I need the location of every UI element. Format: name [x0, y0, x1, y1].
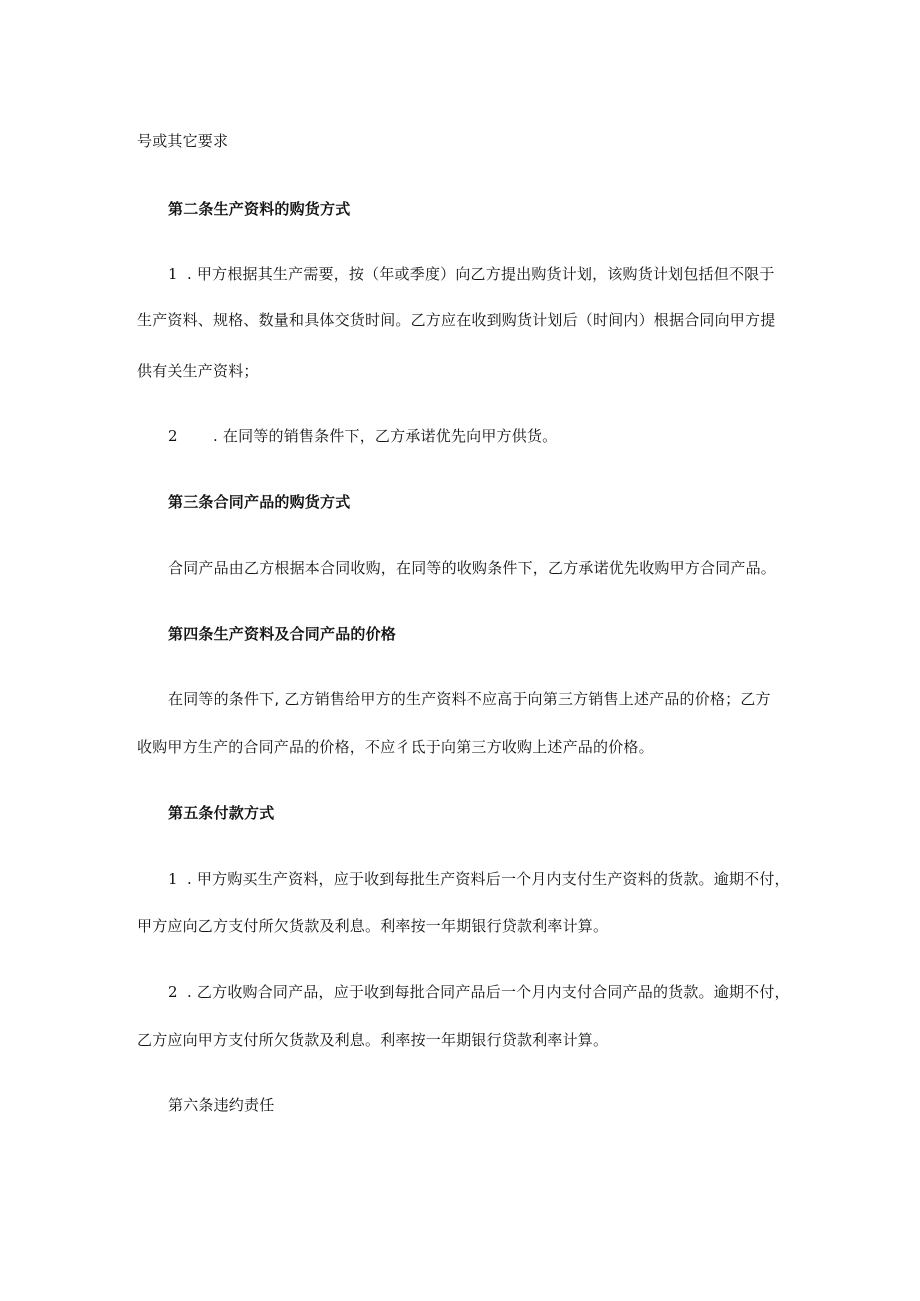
section-heading: 第四条生产资料及合同产品的价格 [168, 625, 397, 643]
paragraph-line: . 甲方购买生产资料，应于收到每批生产资料后一个月内支付生产资料的货款。逾期不付， [187, 870, 790, 888]
list-number: 1 [168, 265, 178, 283]
list-number: 1 [168, 870, 178, 888]
list-number: 2 [168, 427, 178, 445]
paragraph-line: . 乙方收购合同产品，应于收到每批合同产品后一个月内支付合同产品的货款。逾期不付， [187, 983, 790, 1001]
paragraph-line: 生产资料、规格、数量和具体交货时间。乙方应在收到购货计划后（时间内）根据合同向甲方提 [137, 311, 776, 329]
paragraph-line: 合同产品由乙方根据本合同收购，在同等的收购条件下，乙方承诺优先收购甲方合同产品。 [168, 559, 777, 577]
list-number: 2 [168, 983, 178, 1001]
paragraph-line: . 甲方根据其生产需要，按（年或季度）向乙方提出购货计划，该购货计划包括但不限于 [187, 265, 775, 283]
section-heading: 第六条违约责任 [168, 1096, 275, 1114]
section-heading: 第五条付款方式 [168, 804, 275, 822]
section-heading: 第二条生产资料的购货方式 [168, 200, 351, 218]
paragraph-line: 供有关生产资料； [137, 362, 259, 380]
paragraph-line: 收购甲方生产的合同产品的价格，不应彳氐于向第三方收购上述产品的价格。 [137, 738, 654, 756]
paragraph-line: 甲方应向乙方支付所欠货款及利息。利率按一年期银行贷款利率计算。 [137, 917, 609, 935]
section-heading: 第三条合同产品的购货方式 [168, 493, 351, 511]
paragraph-line: 在同等的条件下, 乙方销售给甲方的生产资料不应高于向第三方销售上述产品的价格；乙方 [168, 690, 771, 708]
paragraph-line: 号或其它要求 [137, 132, 229, 150]
paragraph-line: 乙方应向甲方支付所欠货款及利息。利率按一年期银行贷款利率计算。 [137, 1031, 609, 1049]
paragraph-line: . 在同等的销售条件下，乙方承诺优先向甲方供货。 [213, 427, 558, 445]
